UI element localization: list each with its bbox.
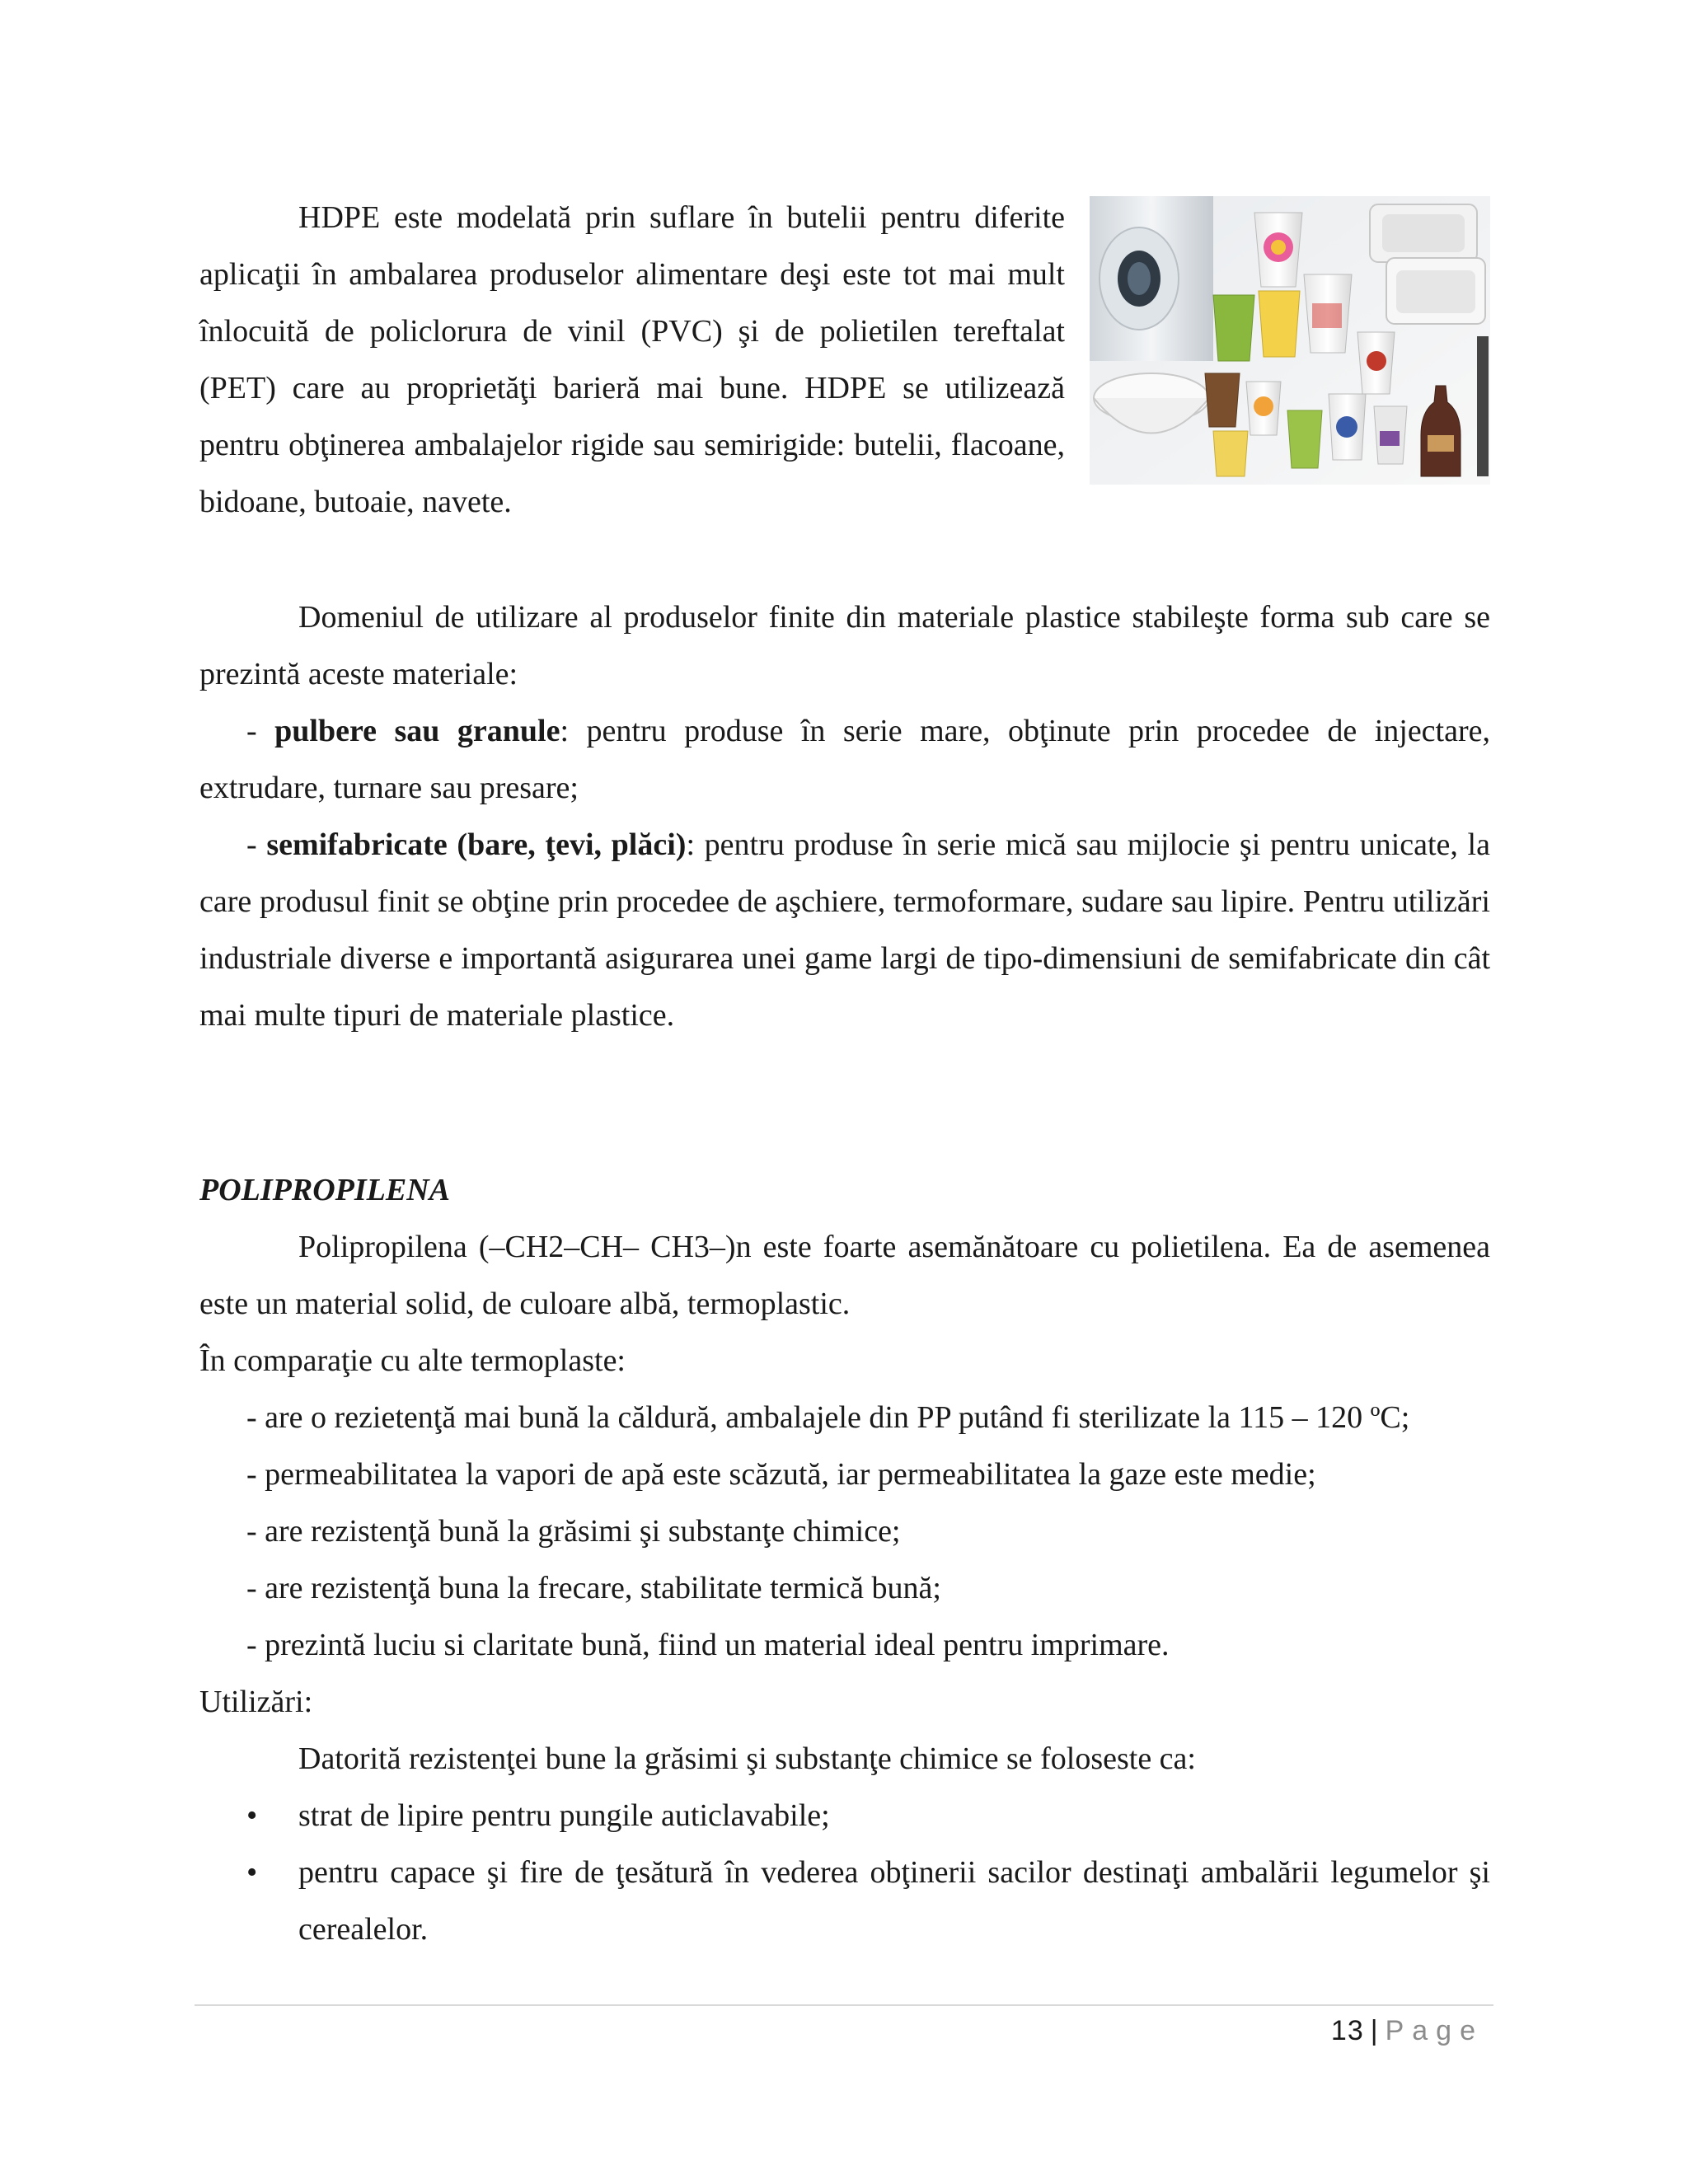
form-item-semifabricates [199,817,1490,1044]
polipropilena-section [199,1162,1490,1958]
uses-label: Utilizări: [199,1685,313,1719]
footer-divider [195,2004,1493,2006]
hdpe-paragraph: HDPE este modelată prin suflare în butelii pentru diferite aplicaţii în ambalarea produselor alimentare deşi este tot mai mult înlocuită de policlorura de vinil (PVC) şi de polietilen tereftalat (PET) care au proprietăţi barieră mai bune. HDPE se utilizează pentru obţinerea ambalajelor rigide sau semirigide: butelii, flacoane, bidoane, butoaie, navete. [199,200,1065,519]
bullet-icon: • [246,1798,258,1833]
page-footer [1331,2011,1484,2050]
property-item: - are rezistenţă buna la frecare, stabilitate termică bună; [246,1571,941,1605]
form-term: pulbere sau granule [274,714,560,748]
use-bullet-item [199,1844,1490,1958]
plastic-containers-photo [1090,196,1490,485]
page-label: Page [1385,2015,1484,2046]
property-item: - are o rezietenţă mai bună la căldură, ambalajele din PP putând fi sterilizate la 115 – 120 ºC; [246,1400,1410,1435]
property-item: - prezintă luciu si claritate bună, fiind un material ideal pentru imprimare. [246,1628,1170,1662]
property-item: - permeabilitatea la vapori de apă este scăzută, iar permeabilitatea la gaze este medie; [246,1457,1316,1492]
form-item-granules [199,703,1490,817]
use-bullet-item [199,1788,1490,1844]
bullet-icon: • [246,1855,258,1890]
property-item: - are rezistenţă bună la grăsimi şi substanţe chimice; [246,1514,901,1549]
comparison-label: În comparaţie cu alte termoplaste: [199,1343,626,1378]
section-heading: POLIPROPILENA [199,1173,450,1207]
form-description: : pentru produse în serie mică sau mijlocie şi pentru unicate, la care produsul finit se obţine prin procedee de aşchiere, termoformare, sudare sau lipire. Pentru utilizări industriale diverse e importantă asigurarea unei game largi de tipo-dimensiuni de semifabricate din cât mai multe tipuri de materiale plastice. [199,827,1490,1033]
form-description: : pentru produse în serie mare, obţinute prin procedee de injectare, extrudare, turnare sau presare; [199,714,1490,805]
pp-intro-paragraph: Polipropilena (–CH2–CH– CH3–)n este foarte asemănătoare cu polietilena. Ea de asemenea este un material solid, de culoare albă, termoplastic. [199,1230,1490,1321]
dash-marker: - [246,827,267,862]
materials-forms-section [199,589,1490,1044]
uses-intro: Datorită rezistenţei bune la grăsimi şi substanţe chimice se foloseste ca: [298,1741,1196,1776]
domain-paragraph: Domeniul de utilizare al produselor finite din materiale plastice stabileşte forma sub care se prezintă aceste materiale: [199,600,1490,691]
use-text: strat de lipire pentru pungile auticlavabile; [298,1798,830,1833]
form-term: semifabricate (bare, ţevi, plăci) [266,827,687,862]
footer-separator: | [1370,2015,1379,2046]
dash-marker: - [246,714,275,748]
use-text: pentru capace şi fire de ţesătură în vederea obţinerii sacilor destinaţi ambalării legumelor şi cerealelor. [298,1855,1490,1947]
page-number: 13 [1330,2015,1364,2046]
